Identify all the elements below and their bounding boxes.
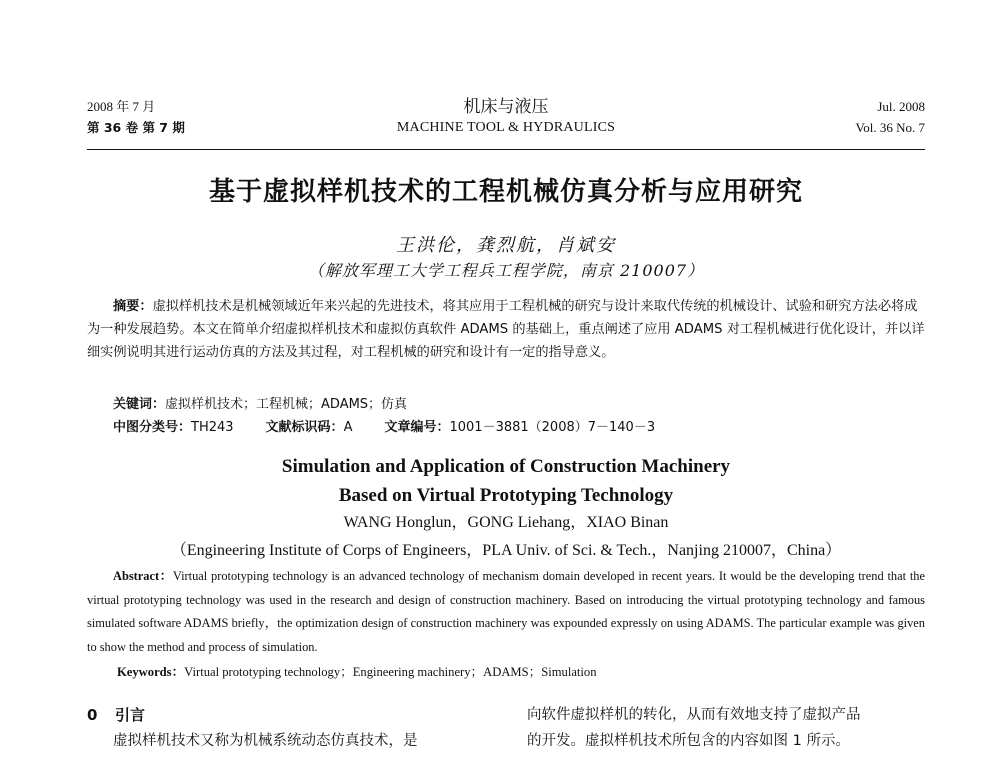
authors-en: WANG Honglun，GONG Liehang，XIAO Binan <box>343 514 669 531</box>
paper-title-en-line2: Based on Virtual Prototyping Technology <box>338 485 674 506</box>
keywords-cn <box>113 395 407 415</box>
affiliation-cn: （解放军理工大学工程兵工程学院，南京 210007） <box>307 261 705 280</box>
running-header <box>87 96 925 146</box>
body-text-right-line1: 向软件虚拟样机的转化，从而有效地支持了虚拟产品 <box>527 707 861 723</box>
issue-date-cn: 2008 年 7 月 <box>87 99 156 114</box>
keywords-en-label: Keywords： <box>117 665 185 679</box>
abstract-en <box>87 565 925 659</box>
issue-date-en: Jul. 2008 <box>877 99 925 114</box>
body-text-left-line: 虚拟样机技术又称为机械系统动态仿真技术，是 <box>113 733 418 749</box>
volume-cn: 第 36 卷 第 7 期 <box>87 120 185 135</box>
clc-value: TH243 <box>191 420 234 435</box>
keywords-en-text: Virtual prototyping technology；Engineering machinery；ADAMS；Simulation <box>184 665 597 679</box>
section-title: 引言 <box>115 706 146 724</box>
clc-label: 中图分类号： <box>113 420 192 435</box>
keywords-en <box>117 662 597 682</box>
paper-title-en-line1: Simulation and Application of Construction Machinery <box>281 456 731 477</box>
abstract-cn-label: 摘要： <box>113 299 153 314</box>
header-right <box>856 96 925 138</box>
journal-name <box>87 96 925 138</box>
abstract-cn <box>87 295 925 364</box>
article-number-label: 文章编号： <box>384 420 450 435</box>
abstract-cn-text: 虚拟样机技术是机械领域近年来兴起的先进技术，将其应用于工程机械的研究与设计来取代传统的机械设计、试验和研究方法必将成为一种发展趋势。本文在简单介绍虚拟样机技术和虚拟仿真软件 ADAMS 的基础上，重点阐述了应用 ADAMS 对工程机械进行优化设计，并以详细实例说明其进行运动仿真的方法及其过程，对工程机械的研究和设计有一定的指导意义。 <box>87 299 925 360</box>
header-rule <box>87 149 925 150</box>
article-number-value: 1001－3881（2008）7－140－3 <box>449 420 656 435</box>
body-column-left <box>87 702 497 754</box>
body-text-left <box>87 728 497 754</box>
affiliation-en: （Engineering Institute of Corps of Engineers，PLA Univ. of Sci. & Tech.，Nanjing 210007，China） <box>170 542 842 559</box>
volume-en: Vol. 36 No. 7 <box>855 120 925 135</box>
journal-name-en: MACHINE TOOL & HYDRAULICS <box>396 120 616 135</box>
classification-line <box>113 418 655 438</box>
doc-code-value: A <box>343 420 353 435</box>
abstract-en-text: Virtual prototyping technology is an advanced technology of mechanism domain developed in recent years. It would be the developing trend that the virtual prototyping technology was used in the research and design of construction machinery. Based on introducing the virtual prototyping technology and famous simulated software ADAMS briefly，the optimization design of construction machinery was expounded expressly on using ADAMS. The particular example was given to show the method and process of simulation. <box>87 569 925 654</box>
body-column-right <box>527 702 927 754</box>
abstract-en-label: Abstract： <box>113 569 173 583</box>
authors-cn: 王洪伦，龚烈航，肖斌安 <box>396 235 616 256</box>
keywords-cn-label: 关键词： <box>113 397 166 412</box>
section-heading <box>87 702 497 728</box>
journal-name-cn: 机床与液压 <box>463 97 549 117</box>
paper-title-cn: 基于虚拟样机技术的工程机械仿真分析与应用研究 <box>208 177 803 207</box>
doc-code-label: 文献标识码： <box>265 420 344 435</box>
keywords-cn-text: 虚拟样机技术；工程机械；ADAMS；仿真 <box>165 397 408 412</box>
body-text-right-line2: 的开发。虚拟样机技术所包含的内容如图 1 所示。 <box>527 733 850 749</box>
section-number: 0 <box>87 706 98 724</box>
